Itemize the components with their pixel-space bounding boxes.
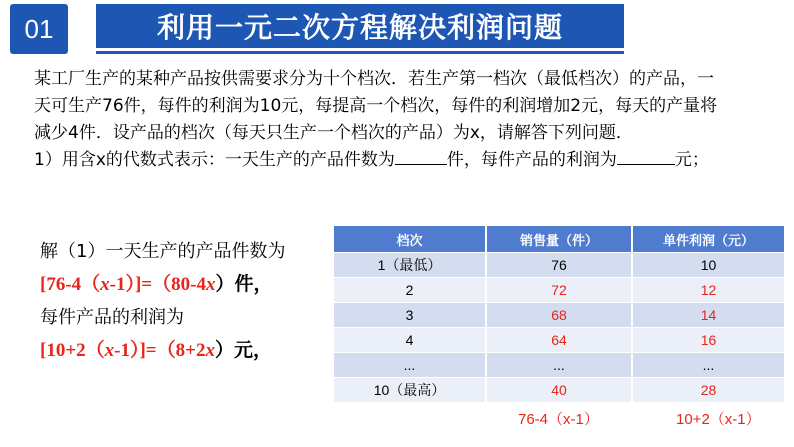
section-number-badge [10,4,68,54]
cell-level: 3 [334,303,486,328]
cell-level: ... [334,353,486,378]
cell-sales: 40 [486,378,632,403]
solution-line-1: 解（1）一天生产的产品件数为 [40,241,286,262]
section-number: 01 [24,13,54,44]
table-row [334,303,784,328]
cell-profit: 10 [632,253,784,278]
cell-profit: ... [632,353,784,378]
cell-profit: 14 [632,303,784,328]
cell-level: 4 [334,328,486,353]
expr-part: [76-4（ [40,274,101,295]
header-level: 档次 [334,226,486,253]
expr-part: -1）]=（80-4 [109,274,206,295]
cell-sales: 64 [486,328,632,353]
profit-formula: 10+2（x-1） [676,411,761,428]
header-sales: 销售量（件） [486,226,632,253]
header-profit: 单件利润（元） [632,226,784,253]
variable-x: x [104,340,115,361]
cell-sales: 76 [486,253,632,278]
solution-profit-expression [40,335,330,366]
header-divider [96,51,624,54]
expr-part: -1）]=（8+2 [114,340,206,361]
cell-profit: 12 [632,278,784,303]
cell-level: 1（最低） [334,253,486,278]
question-1-part-c: 元； [674,150,709,170]
expr-part: [10+2（ [40,340,105,361]
table-row [334,353,784,378]
problem-line-1: 某工厂生产的某种产品按供需要求分为十个档次．若生产第一档次（最低档次）的产品，一 [34,69,714,89]
variable-x: x [100,274,110,295]
expr-unit: ）元， [214,339,272,361]
cell-level: 10（最高） [334,378,486,403]
solution-line-3: 每件产品的利润为 [40,307,184,328]
variable-x: x [205,274,216,295]
answer-blank-quantity [395,163,447,165]
table-header-row [334,226,784,253]
cell-profit: 28 [632,378,784,403]
cell-sales: ... [486,353,632,378]
answer-blank-profit [617,163,675,165]
problem-line-3: 减少4件．设产品的档次（每天只生产一个档次的产品）为x，请解答下列问题． [34,123,633,143]
problem-line-2: 天可生产76件，每件的利润为10元，每提高一个档次，每件的利润增加2元，每天的产量将 [34,96,718,116]
cell-level: 2 [334,278,486,303]
problem-statement [34,66,786,174]
question-1-part-a: 1）用含x的代数式表示：一天生产的产品件数为 [34,150,395,170]
title-bar [96,4,624,48]
solution-block [40,236,330,368]
table-row [334,253,784,278]
table-row [334,278,784,303]
expr-unit: ）件， [215,273,273,295]
sales-formula: 76-4（x-1） [518,411,599,428]
cell-sales: 68 [486,303,632,328]
question-1-part-b: 件，每件产品的利润为 [446,150,617,170]
page-title: 利用一元二次方程解决利润问题 [156,11,563,44]
cell-sales: 72 [486,278,632,303]
cell-profit: 16 [632,328,784,353]
solution-quantity-expression [40,269,330,300]
table-row [334,378,784,403]
variable-x: x [205,340,215,361]
table-row [334,328,784,353]
data-table [334,226,784,402]
question-1 [34,147,786,174]
